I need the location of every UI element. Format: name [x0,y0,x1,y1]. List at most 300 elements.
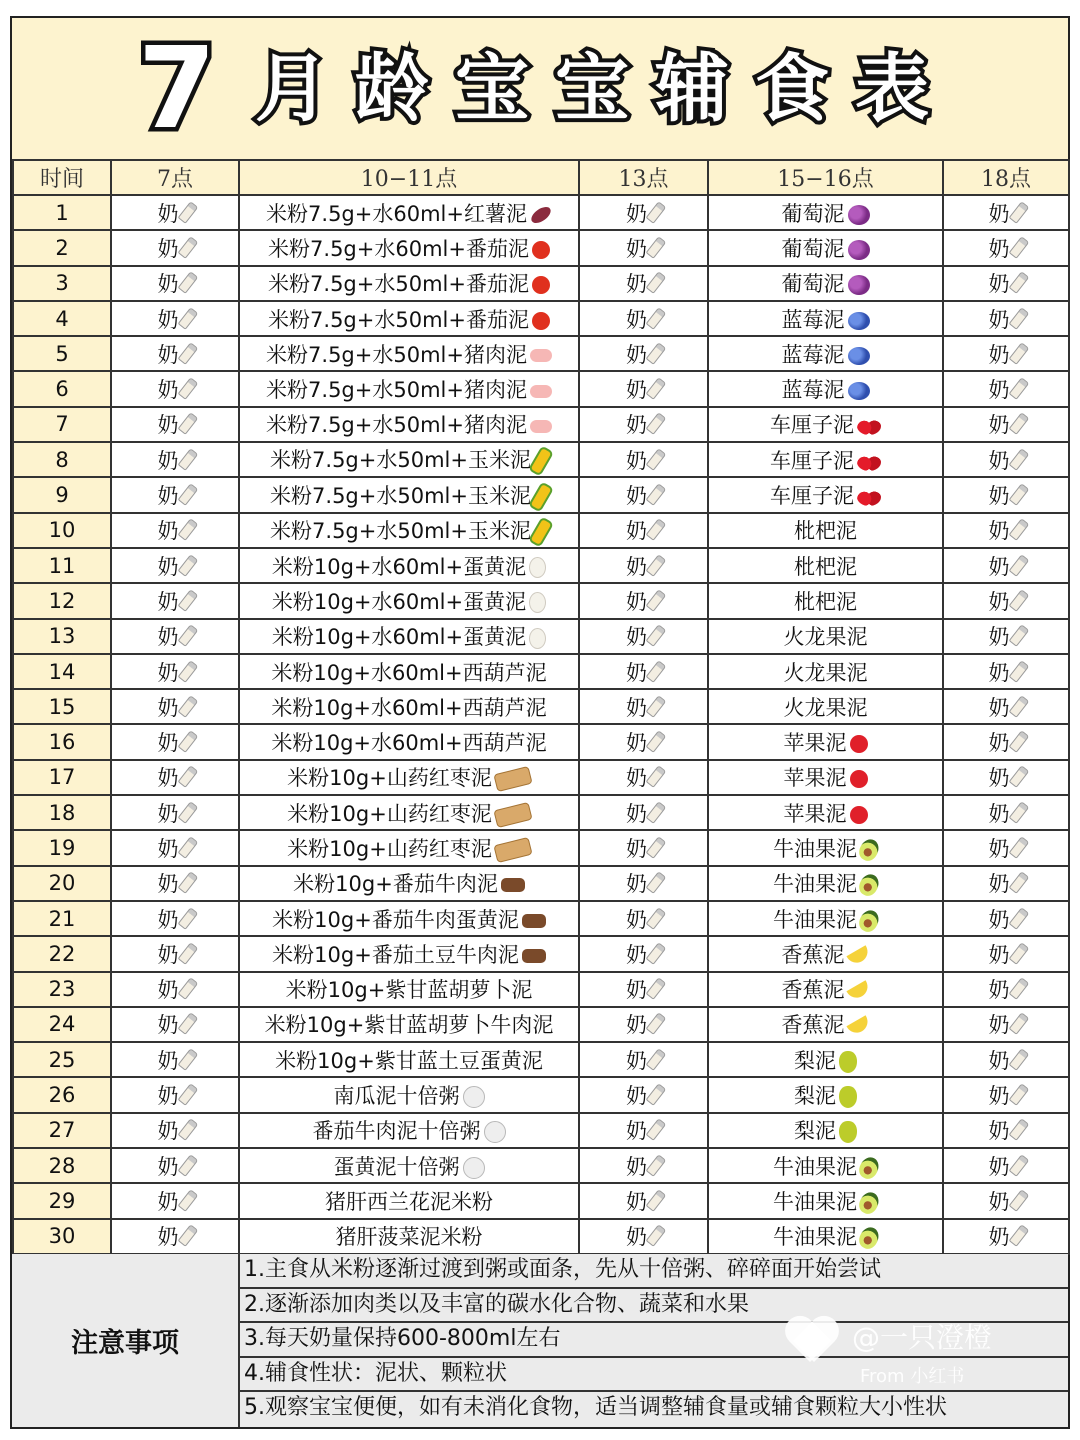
baby-bottle-icon [646,1119,667,1142]
milk-cell [579,1007,708,1042]
blueberry-icon [848,382,870,400]
banana-icon [846,1016,871,1037]
baby-bottle-icon [177,1154,198,1177]
fruit-puree-text: 牛油果泥 [773,1154,857,1179]
main-meal-text: 米粉7.5g+水50ml+猪肉泥 [266,342,527,367]
baby-bottle-icon [177,977,198,1000]
milk-cell [111,266,239,301]
header-6pm: 18点 [943,160,1069,195]
title-char: 表 [854,45,929,132]
main-meal-cell [239,654,579,689]
fruit-puree-cell [708,1113,943,1148]
table-row [13,371,1069,406]
note-item: 4.辅食性状：泥状、颗粒状 [240,1358,1068,1393]
fruit-puree-text: 车厘子泥 [770,413,854,438]
table-row [13,1148,1069,1183]
baby-bottle-icon [1008,624,1029,647]
baby-bottle-icon [177,942,198,965]
main-meal-cell [239,513,579,548]
milk-label: 奶 [988,307,1010,332]
baby-bottle-icon [177,448,198,471]
baby-bottle-icon [177,201,198,224]
main-meal-text: 米粉10g+山药红枣泥 [287,836,492,861]
baby-bottle-icon [1008,695,1029,718]
milk-label: 奶 [988,519,1010,544]
banana-icon [846,945,871,966]
milk-label: 奶 [157,801,179,826]
main-meal-cell [239,442,579,477]
baby-bottle-icon [1008,1083,1029,1106]
main-meal-text: 米粉10g+水60ml+蛋黄泥 [271,625,527,650]
note-item: 1.主食从米粉逐渐过渡到粥或面条，先从十倍粥、碎碎面开始尝试 [240,1254,1068,1289]
milk-cell [579,266,708,301]
milk-cell [943,442,1069,477]
baby-bottle-icon [646,413,667,436]
milk-cell [579,513,708,548]
baby-bottle-icon [646,1083,667,1106]
baby-bottle-icon [177,695,198,718]
beef-icon [522,949,546,963]
milk-label: 奶 [988,695,1010,720]
main-meal-text: 猪肝西兰花泥米粉 [325,1189,493,1214]
avocado-icon [856,907,882,935]
fruit-puree-text: 葡萄泥 [781,236,845,261]
fruit-puree-text: 梨泥 [794,1084,836,1109]
milk-label: 奶 [988,942,1010,967]
baby-bottle-icon [646,942,667,965]
main-meal-cell [239,266,579,301]
egg-icon [529,592,546,613]
milk-cell [579,407,708,442]
milk-label: 奶 [157,625,179,650]
milk-label: 奶 [988,554,1010,579]
main-meal-text: 米粉7.5g+水50ml+玉米泥 [270,518,531,543]
day-cell: 24 [13,1007,111,1042]
fruit-puree-cell [708,442,943,477]
milk-label: 奶 [157,942,179,967]
table-row [13,1077,1069,1112]
milk-cell [111,760,239,795]
main-meal-cell [239,1148,579,1183]
milk-cell [111,548,239,583]
milk-cell [943,901,1069,936]
note-item: 5.观察宝宝便便，如有未消化食物，适当调整辅食量或辅食颗粒大小性状 [244,1395,947,1421]
fruit-puree-text: 车厘子泥 [770,484,854,509]
table-row [13,830,1069,865]
fruit-puree-cell [708,301,943,336]
milk-cell [579,1219,708,1254]
milk-label: 奶 [157,1189,179,1214]
milk-label: 奶 [988,1189,1010,1214]
baby-bottle-icon [1008,836,1029,859]
main-meal-cell [239,1183,579,1218]
milk-label: 奶 [988,1084,1010,1109]
fruit-puree-text: 枇杷泥 [794,554,857,579]
milk-cell [111,866,239,901]
note-item: 3.每天奶量保持600-800ml左右 [240,1323,1068,1358]
milk-cell [579,901,708,936]
milk-label: 奶 [157,907,179,932]
milk-cell [943,724,1069,759]
baby-bottle-icon [177,1119,198,1142]
milk-label: 奶 [626,1013,647,1038]
milk-label: 奶 [157,272,179,297]
main-meal-cell [239,619,579,654]
baby-bottle-icon [1008,1224,1029,1247]
main-meal-text: 番茄牛肉泥十倍粥 [312,1119,481,1144]
main-meal-text: 米粉7.5g+水60ml+番茄泥 [268,236,529,261]
corn-icon [528,446,554,477]
table-row [13,936,1069,971]
baby-bottle-icon [1008,554,1029,577]
fruit-puree-text: 葡萄泥 [781,201,845,226]
baby-bottle-icon [1008,1048,1029,1071]
fruit-puree-text: 枇杷泥 [794,589,857,614]
fruit-puree-text: 苹果泥 [783,731,847,756]
milk-label: 奶 [626,201,647,226]
milk-label: 奶 [626,731,647,756]
main-meal-text: 米粉7.5g+水50ml+猪肉泥 [266,413,527,438]
table-row [13,619,1069,654]
title-char: 食 [754,45,829,132]
tomato-icon [532,276,550,294]
table-row [13,442,1069,477]
milk-label: 奶 [626,342,647,367]
milk-label: 奶 [157,872,179,897]
milk-cell [943,654,1069,689]
baby-bottle-icon [646,1189,667,1212]
main-meal-text: 米粉10g+紫甘蓝胡萝卜牛肉泥 [264,1013,554,1038]
porridge-icon [463,1157,485,1179]
day-cell: 10 [13,513,111,548]
baby-bottle-icon [1008,413,1029,436]
milk-cell [943,619,1069,654]
baby-bottle-icon [177,1189,198,1212]
fruit-puree-cell [708,195,943,230]
day-cell: 18 [13,795,111,830]
title-char: 月 [254,45,329,132]
main-meal-cell [239,866,579,901]
day-cell: 2 [13,230,111,265]
milk-cell [579,442,708,477]
milk-label: 奶 [988,236,1010,261]
grape-icon [848,240,870,260]
day-cell: 22 [13,936,111,971]
milk-cell [111,477,239,512]
main-meal-text: 米粉7.5g+水60ml+红薯泥 [266,201,527,226]
fruit-puree-cell [708,513,943,548]
title-char: 宝 [454,45,529,132]
milk-label: 奶 [626,942,647,967]
main-meal-cell [239,830,579,865]
fruit-puree-cell [708,1077,943,1112]
milk-label: 奶 [988,484,1010,509]
day-cell: 26 [13,1077,111,1112]
milk-label: 奶 [988,872,1010,897]
milk-cell [579,936,708,971]
fruit-puree-cell [708,936,943,971]
header-3-4pm: 15−16点 [708,160,943,195]
baby-bottle-icon [177,766,198,789]
milk-cell [579,1113,708,1148]
baby-bottle-icon [646,977,667,1000]
header-7am: 7点 [111,160,239,195]
table-row [13,724,1069,759]
baby-bottle-icon [646,448,667,471]
baby-bottle-icon [1008,907,1029,930]
fruit-puree-text: 蓝莓泥 [781,342,845,367]
milk-label: 奶 [626,978,647,1003]
table-row [13,407,1069,442]
milk-cell [579,583,708,618]
milk-cell [579,689,708,724]
table-row [13,301,1069,336]
avocado-icon [856,836,882,864]
milk-label: 奶 [988,589,1010,614]
notes-section [12,1254,1068,1427]
baby-bottle-icon [646,836,667,859]
milk-cell [943,1219,1069,1254]
blueberry-icon [848,347,870,365]
milk-label: 奶 [626,589,647,614]
baby-bottle-icon [177,624,198,647]
milk-cell [579,866,708,901]
table-row [13,1042,1069,1077]
milk-cell [111,1007,239,1042]
milk-cell [111,795,239,830]
blueberry-icon [848,312,870,330]
milk-label: 奶 [988,978,1010,1003]
milk-label: 奶 [988,660,1010,685]
milk-label: 奶 [626,1225,647,1250]
milk-label: 奶 [988,801,1010,826]
corn-icon [528,481,554,512]
fruit-puree-cell [708,371,943,406]
cherry-icon [857,453,881,471]
milk-cell [579,619,708,654]
baby-bottle-icon [646,624,667,647]
milk-cell [111,1077,239,1112]
fruit-puree-text: 牛油果泥 [773,1225,857,1250]
milk-label: 奶 [157,766,179,791]
avocado-icon [856,871,882,899]
table-row [13,1219,1069,1254]
watermark-source: From 小红书 [860,1366,965,1387]
main-meal-cell [239,901,579,936]
milk-cell [111,442,239,477]
yam-icon [493,837,532,863]
day-cell: 3 [13,266,111,301]
baby-bottle-icon [1008,1119,1029,1142]
table-row [13,583,1069,618]
milk-cell [943,972,1069,1007]
main-meal-cell [239,548,579,583]
milk-label: 奶 [157,554,179,579]
fruit-puree-cell [708,548,943,583]
main-meal-cell [239,936,579,971]
table-row [13,866,1069,901]
main-meal-cell [239,1007,579,1042]
table-row [13,901,1069,936]
baby-bottle-icon [177,377,198,400]
main-meal-text: 南瓜泥十倍粥 [333,1084,460,1109]
header-1pm: 13点 [579,160,708,195]
fruit-puree-text: 火龙果泥 [783,695,868,720]
day-cell: 28 [13,1148,111,1183]
baby-bottle-icon [177,871,198,894]
milk-cell [943,866,1069,901]
milk-cell [579,195,708,230]
main-meal-cell [239,407,579,442]
milk-label: 奶 [988,836,1010,861]
milk-label: 奶 [626,272,647,297]
milk-label: 奶 [988,1119,1010,1144]
main-meal-text: 米粉10g+水60ml+西葫芦泥 [271,660,547,685]
fruit-puree-cell [708,619,943,654]
milk-cell [579,795,708,830]
main-meal-text: 米粉7.5g+水50ml+猪肉泥 [266,378,527,403]
baby-bottle-icon [646,589,667,612]
fruit-puree-text: 香蕉泥 [781,942,845,967]
milk-label: 奶 [988,1048,1010,1073]
milk-cell [943,513,1069,548]
milk-label: 奶 [626,660,647,685]
baby-bottle-icon [646,342,667,365]
baby-bottle-icon [646,801,667,824]
milk-cell [579,1148,708,1183]
baby-bottle-icon [646,1224,667,1247]
day-cell: 15 [13,689,111,724]
tomato-icon [532,312,550,330]
milk-label: 奶 [988,413,1010,438]
day-cell: 5 [13,336,111,371]
milk-cell [111,513,239,548]
day-cell: 19 [13,830,111,865]
fruit-puree-text: 香蕉泥 [781,1013,845,1038]
milk-label: 奶 [157,307,179,332]
baby-bottle-icon [646,1154,667,1177]
milk-cell [943,830,1069,865]
milk-label: 奶 [988,201,1010,226]
baby-bottle-icon [646,766,667,789]
table-row [13,513,1069,548]
beef-icon [522,914,546,928]
milk-label: 奶 [626,695,647,720]
baby-bottle-icon [177,660,198,683]
fruit-puree-text: 牛油果泥 [773,872,857,897]
milk-cell [943,1042,1069,1077]
milk-cell [579,760,708,795]
milk-cell [943,1148,1069,1183]
fruit-puree-text: 香蕉泥 [781,978,845,1003]
fruit-puree-cell [708,901,943,936]
milk-cell [943,195,1069,230]
baby-bottle-icon [177,1048,198,1071]
title-char: 辅 [654,45,729,132]
day-cell: 9 [13,477,111,512]
notes-list [240,1254,1068,1427]
baby-bottle-icon [646,907,667,930]
baby-bottle-icon [177,1224,198,1247]
fruit-puree-cell [708,654,943,689]
watermark-author: @一只澄橙 [852,1321,993,1354]
milk-label: 奶 [157,589,179,614]
fruit-puree-text: 葡萄泥 [781,272,845,297]
fruit-puree-cell [708,583,943,618]
milk-label: 奶 [626,1048,647,1073]
pig-icon [530,385,552,398]
milk-cell [111,901,239,936]
milk-label: 奶 [157,1119,179,1144]
baby-bottle-icon [1008,1154,1029,1177]
milk-cell [111,689,239,724]
day-cell: 12 [13,583,111,618]
pear-icon [839,1086,857,1108]
day-cell: 7 [13,407,111,442]
main-meal-text: 米粉10g+水60ml+西葫芦泥 [271,731,547,756]
baby-bottle-icon [1008,448,1029,471]
table-row [13,548,1069,583]
baby-bottle-icon [177,518,198,541]
milk-cell [111,1148,239,1183]
main-meal-text: 米粉10g+紫甘蓝胡萝卜泥 [285,978,533,1003]
milk-cell [579,1042,708,1077]
milk-cell [579,654,708,689]
fruit-puree-cell [708,1148,943,1183]
fruit-puree-text: 蓝莓泥 [781,378,845,403]
main-meal-text: 米粉10g+水60ml+蛋黄泥 [271,554,527,579]
milk-cell [943,689,1069,724]
milk-label: 奶 [626,307,647,332]
main-meal-text: 米粉10g+山药红枣泥 [287,766,492,791]
day-cell: 27 [13,1113,111,1148]
milk-label: 奶 [157,448,179,473]
baby-bottle-icon [646,1048,667,1071]
baby-bottle-icon [646,554,667,577]
egg-icon [529,557,546,578]
baby-bottle-icon [646,377,667,400]
baby-bottle-icon [646,871,667,894]
pear-icon [839,1121,857,1143]
main-meal-text: 米粉10g+番茄土豆牛肉泥 [272,942,519,967]
table-row [13,689,1069,724]
milk-label: 奶 [157,342,179,367]
table-row [13,795,1069,830]
table-header-row [13,160,1069,195]
baby-bottle-icon [177,236,198,259]
main-meal-text: 米粉10g+番茄牛肉蛋黄泥 [272,907,519,932]
milk-label: 奶 [626,801,647,826]
table-row [13,1183,1069,1218]
baby-bottle-icon [646,201,667,224]
fruit-puree-text: 梨泥 [794,1119,836,1144]
milk-cell [111,1113,239,1148]
baby-bottle-icon [177,483,198,506]
milk-label: 奶 [157,1013,179,1038]
fruit-puree-cell [708,1042,943,1077]
baby-bottle-icon [1008,518,1029,541]
milk-label: 奶 [157,413,179,438]
fruit-puree-text: 牛油果泥 [773,836,857,861]
milk-cell [943,477,1069,512]
header-time: 时间 [13,160,111,195]
fruit-puree-text: 梨泥 [794,1048,836,1073]
main-meal-cell [239,230,579,265]
fruit-puree-cell [708,407,943,442]
milk-label: 奶 [626,554,647,579]
milk-cell [943,230,1069,265]
fruit-puree-cell [708,336,943,371]
